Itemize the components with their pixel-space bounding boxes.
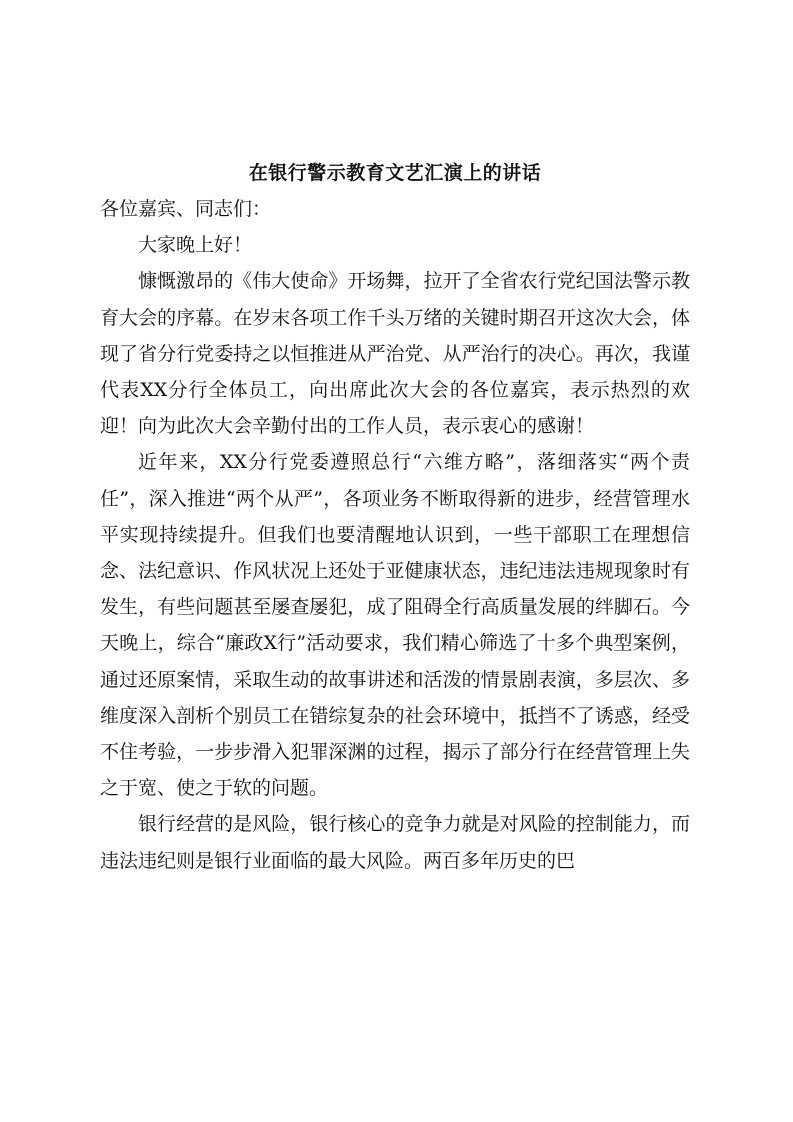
document-body [100, 155, 690, 879]
paragraph-situation: 近年来，XX分行党委遵照总行“六维方略”，落细落实“两个责任”，深入推进“两个从严”，各项业务不断取得新的进步，经营管理水平实现持续提升。但我们也要清醒地认识到，一些干部职工在理想信念、法纪意识、作风状况上还处于亚健康状态，违纪违法违规现象时有发生，有些问题甚至屡查屡犯，成了阻碍全行高质量发展的绊脚石。今天晚上，综合“廉政X行”活动要求，我们精心筛选了十多个典型案例，通过还原案情，采取生动的故事讲述和活泼的情景剧表演，多层次、多维度深入剖析个别员工在错综复杂的社会环境中，抵挡不了诱惑，经受不住考验，一步步滑入犯罪深渊的过程，揭示了部分行在经营管理上失之于宽、使之于软的问题。 [100, 451, 690, 800]
document-title: 在银行警示教育文艺汇演上的讲话 [248, 162, 542, 184]
paragraph-opening: 慷慨激昂的《伟大使命》开场舞，拉开了全省农行党纪国法警示教育大会的序幕。在岁末各项工作千头万绪的关键时期召开这次大会，体现了省分行党委持之以恒推进从严治党、从严治行的决心。再次，我谨代表XX分行全体员工，向出席此次大会的各位嘉宾，表示热烈的欢迎！向为此次大会辛勤付出的工作人员，表示衷心的感谢！ [100, 270, 690, 438]
paragraph-greeting: 大家晚上好！ [138, 234, 253, 257]
paragraph-risk: 银行经营的是风险，银行核心的竞争力就是对风险的控制能力，而违法违纪则是银行业面临的最大风险。两百多年历史的巴 [100, 813, 690, 872]
salutation: 各位嘉宾、同志们： [100, 198, 272, 220]
